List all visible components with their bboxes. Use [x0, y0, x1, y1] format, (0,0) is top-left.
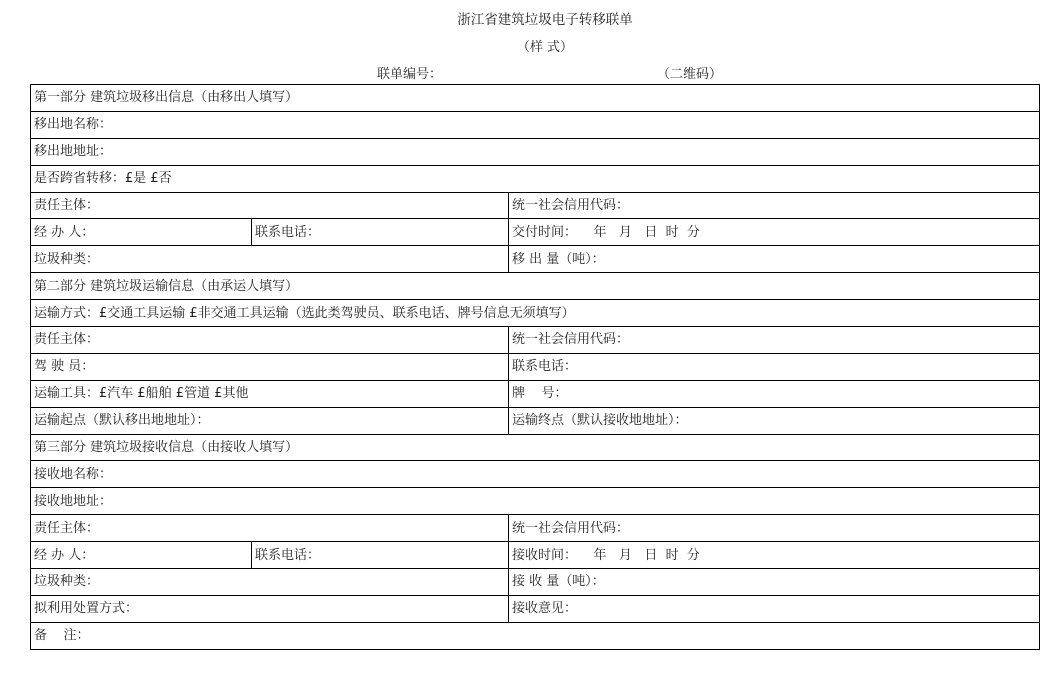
part3-waste-type-field[interactable]: 垃圾种类：: [31, 569, 509, 596]
table-row: [31, 515, 1040, 542]
table-row: [31, 138, 1040, 165]
part3-credit-code-field[interactable]: 统一社会信用代码：: [509, 515, 1040, 542]
table-row: [31, 542, 1040, 569]
plate-number-field[interactable]: 牌 号：: [509, 380, 1040, 407]
table-row: [31, 219, 1040, 246]
part3-phone-field[interactable]: 联系电话：: [252, 542, 509, 569]
table-row: [31, 488, 1040, 515]
transport-start-field[interactable]: 运输起点（默认移出地地址）：: [31, 407, 509, 434]
qr-code-placeholder: （二维码）: [657, 67, 723, 82]
receive-time-field[interactable]: 接收时间： 年 月 日 时 分: [509, 542, 1040, 569]
receiver-name-field[interactable]: 接收地名称：: [31, 461, 1040, 488]
table-row: [31, 407, 1040, 434]
part1-credit-code-field[interactable]: 统一社会信用代码：: [509, 192, 1040, 219]
disposal-method-field[interactable]: 拟利用处置方式：: [31, 595, 509, 622]
transfer-form-table: [30, 84, 1040, 650]
part2-responsible-field[interactable]: 责任主体：: [31, 327, 509, 354]
cross-province-field[interactable]: 是否跨省转移：£是 £否: [31, 165, 1040, 192]
table-row: [31, 192, 1040, 219]
part1-responsible-field[interactable]: 责任主体：: [31, 192, 509, 219]
table-row: [31, 595, 1040, 622]
remarks-field[interactable]: 备 注：: [31, 622, 1040, 649]
table-row: [31, 273, 1040, 300]
table-row: [31, 380, 1040, 407]
part3-handler-field[interactable]: 经 办 人：: [31, 542, 252, 569]
receive-quantity-field[interactable]: 接 收 量（吨）：: [509, 569, 1040, 596]
part1-heading: 第一部分 建筑垃圾移出信息（由移出人填写）: [31, 85, 1040, 112]
vehicle-type-field[interactable]: 运输工具：£汽车 £船舶 £管道 £其他: [31, 380, 509, 407]
table-row: [31, 622, 1040, 649]
table-row: [31, 434, 1040, 461]
driver-field[interactable]: 驾 驶 员：: [31, 353, 509, 380]
receive-opinion-field[interactable]: 接收意见：: [509, 595, 1040, 622]
origin-name-field[interactable]: 移出地名称：: [31, 111, 1040, 138]
part2-phone-field[interactable]: 联系电话：: [509, 353, 1040, 380]
part2-credit-code-field[interactable]: 统一社会信用代码：: [509, 327, 1040, 354]
part3-heading: 第三部分 建筑垃圾接收信息（由接收人填写）: [31, 434, 1040, 461]
out-quantity-field[interactable]: 移 出 量（吨）：: [509, 246, 1040, 273]
receiver-address-field[interactable]: 接收地地址：: [31, 488, 1040, 515]
table-row: [31, 461, 1040, 488]
table-row: [31, 353, 1040, 380]
transport-mode-field[interactable]: 运输方式：£交通工具运输 £非交通工具运输（选此类驾驶员、联系电话、牌号信息无须填写）: [31, 300, 1040, 327]
table-row: [31, 246, 1040, 273]
table-row: [31, 327, 1040, 354]
table-row: [31, 111, 1040, 138]
table-row: [31, 85, 1040, 112]
part2-heading: 第二部分 建筑垃圾运输信息（由承运人填写）: [31, 273, 1040, 300]
table-row: [31, 569, 1040, 596]
table-row: [31, 300, 1040, 327]
part1-waste-type-field[interactable]: 垃圾种类：: [31, 246, 509, 273]
delivery-time-field[interactable]: 交付时间： 年 月 日 时 分: [509, 219, 1040, 246]
form-title: 浙江省建筑垃圾电子转移联单: [457, 12, 633, 28]
transport-end-field[interactable]: 运输终点（默认接收地地址）：: [509, 407, 1040, 434]
form-subtitle: （样 式）: [516, 40, 574, 55]
table-row: [31, 165, 1040, 192]
serial-number-label: 联单编号：: [377, 67, 443, 82]
part3-responsible-field[interactable]: 责任主体：: [31, 515, 509, 542]
part1-phone-field[interactable]: 联系电话：: [252, 219, 509, 246]
part1-handler-field[interactable]: 经 办 人：: [31, 219, 252, 246]
origin-address-field[interactable]: 移出地地址：: [31, 138, 1040, 165]
